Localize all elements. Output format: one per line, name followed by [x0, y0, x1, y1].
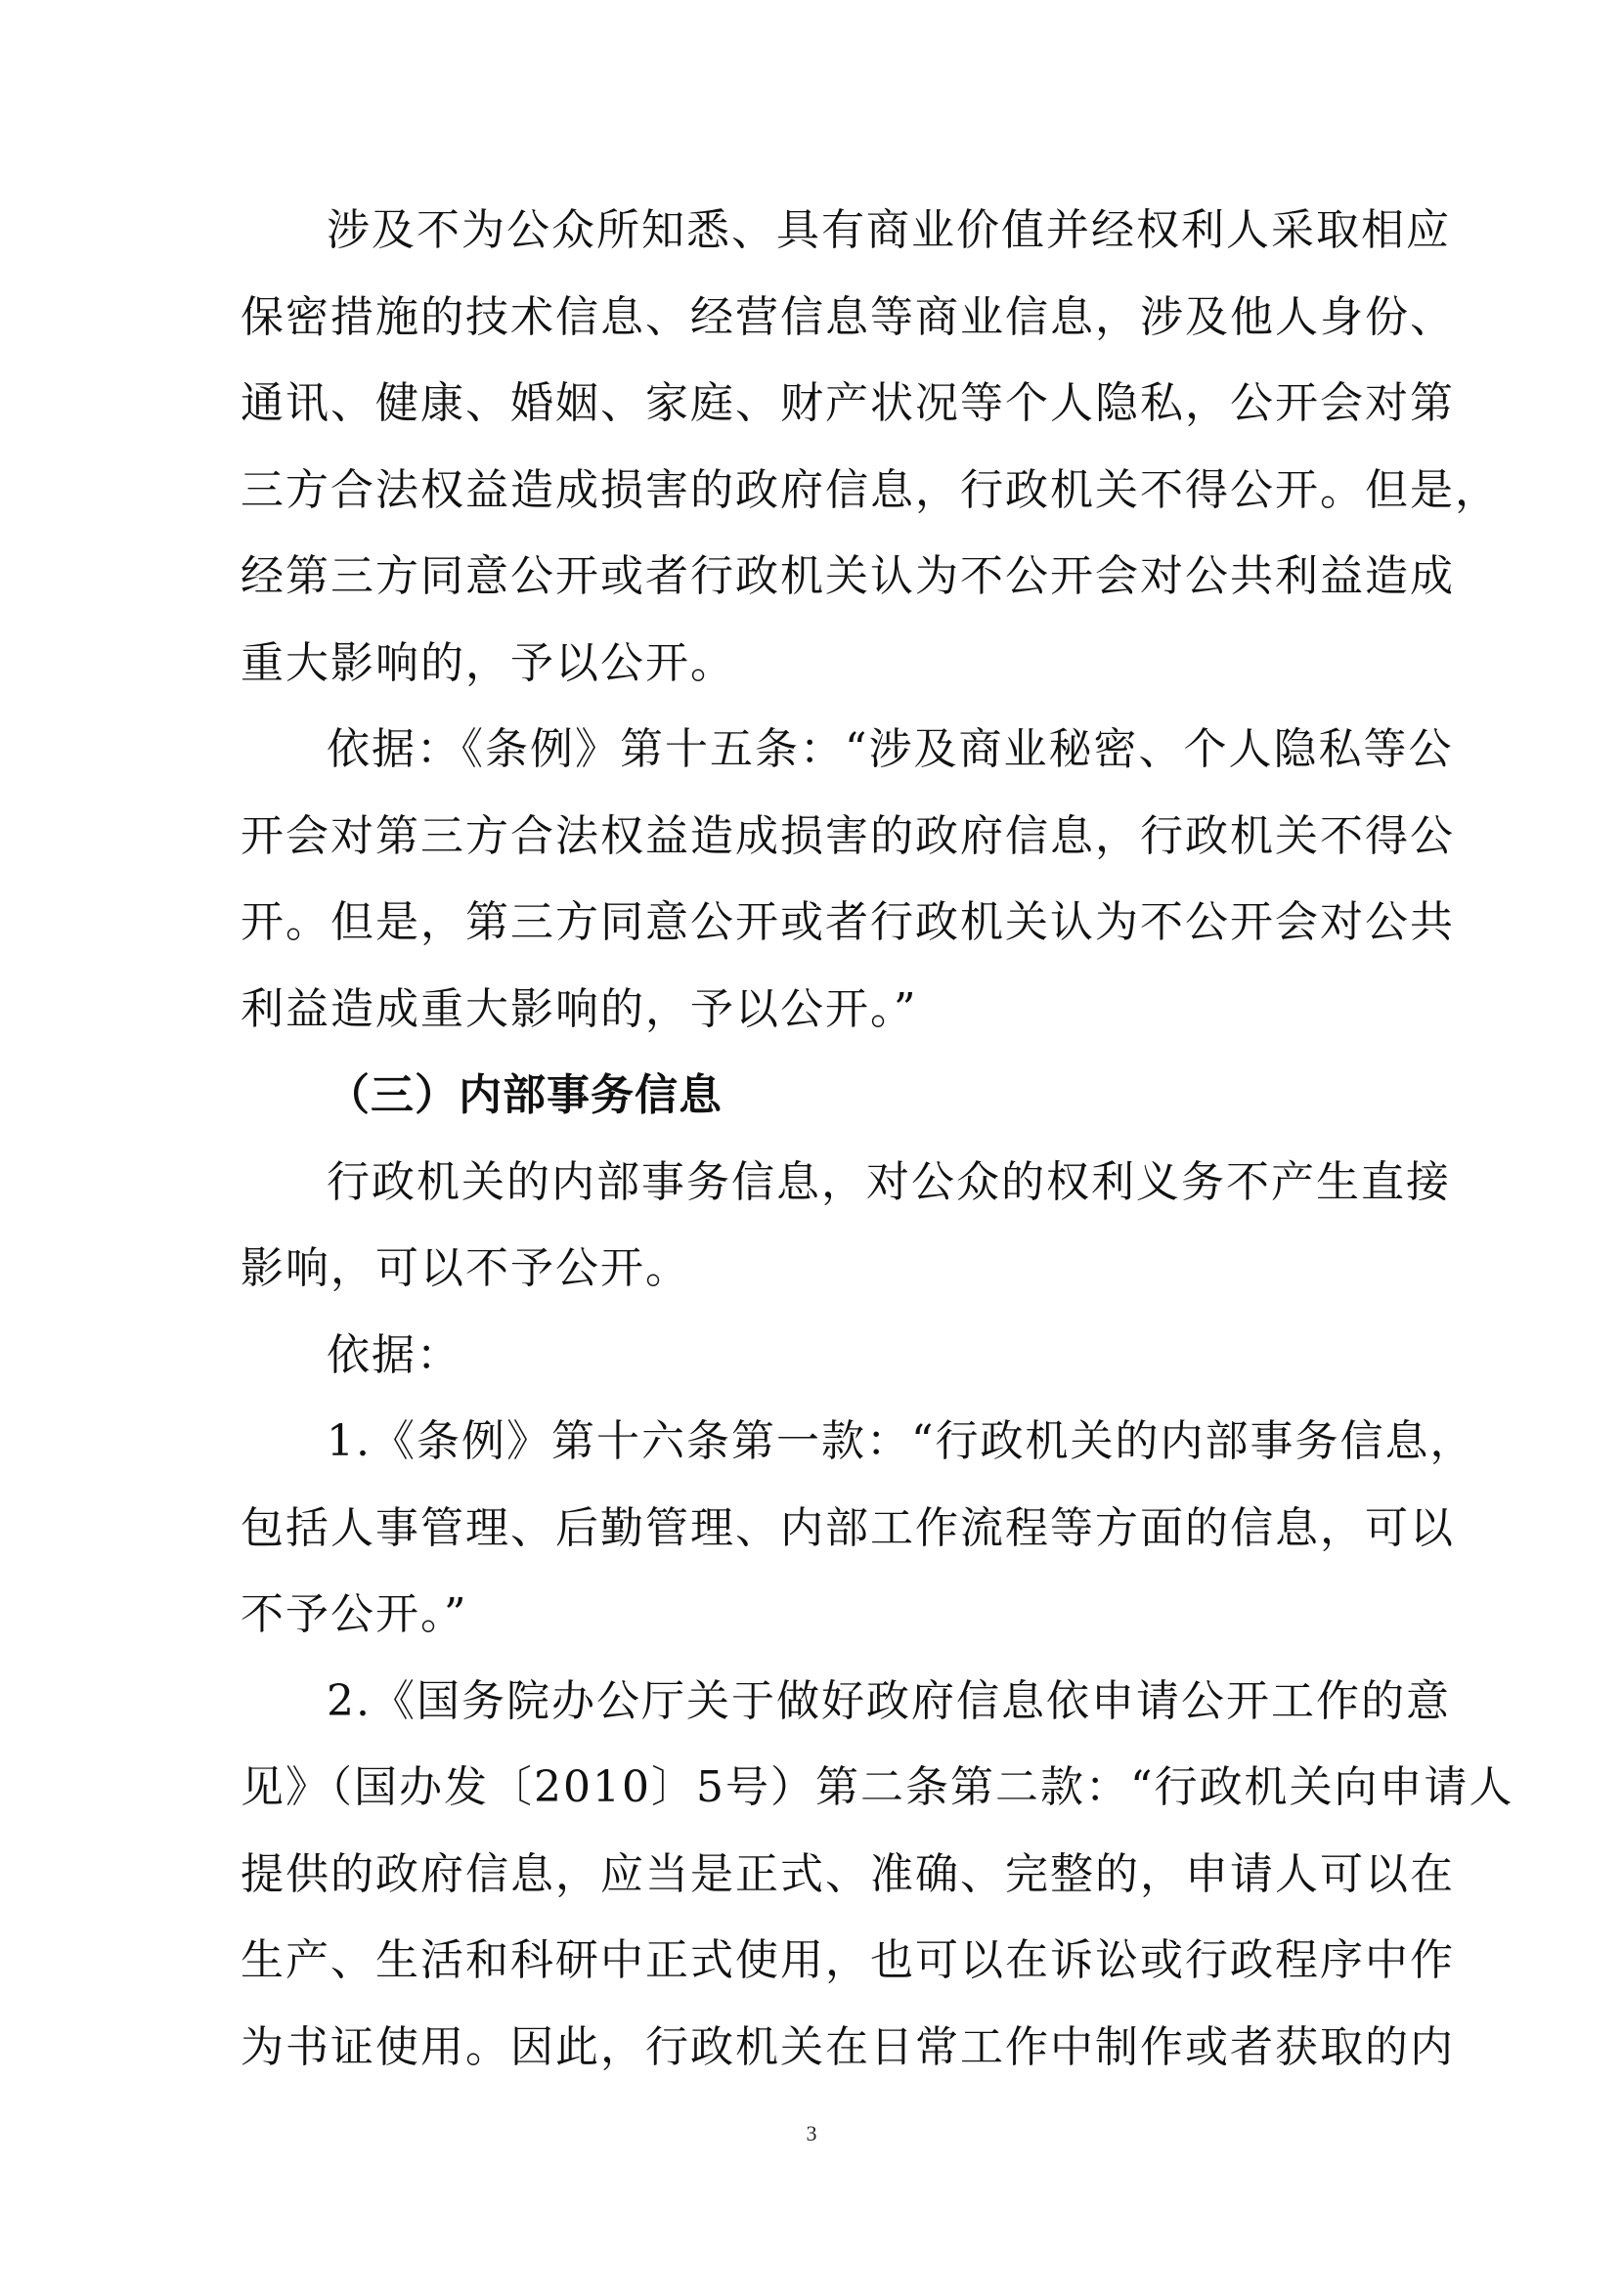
text-line: 三方合法权益造成损害的政府信息，行政机关不得公开。但是，	[241, 464, 1500, 515]
text-line: 不予公开。”	[241, 1589, 468, 1639]
document-body	[241, 205, 1514, 2110]
text-line: 见》（国办发〔2010〕5号）第二条第二款：“行政机关向申请人	[241, 1762, 1514, 1812]
text-line: 1.《条例》第十六条第一款：“行政机关的内部事务信息，	[327, 1416, 1475, 1466]
text-line: 保密措施的技术信息、经营信息等商业信息，涉及他人身份、	[241, 291, 1455, 342]
text-line: 开会对第三方合法权益造成损害的政府信息，行政机关不得公	[241, 810, 1455, 861]
text-line: 经第三方同意公开或者行政机关认为不公开会对公共利益造成	[241, 551, 1455, 601]
text-line: 依据：	[327, 1329, 461, 1380]
text-line: 行政机关的内部事务信息，对公众的权利义务不产生直接	[327, 1156, 1451, 1207]
text-line: 生产、生活和科研中正式使用，也可以在诉讼或行政程序中作	[241, 1935, 1455, 1985]
text-line: 重大影响的，予以公开。	[241, 637, 735, 688]
text-line: 涉及不为公众所知悉、具有商业价值并经权利人采取相应	[327, 205, 1451, 255]
text-line: 包括人事管理、后勤管理、内部工作流程等方面的信息，可以	[241, 1502, 1455, 1553]
section-heading: （三）内部事务信息	[327, 1070, 723, 1120]
text-line: 2.《国务院办公厅关于做好政府信息依申请公开工作的意	[327, 1675, 1451, 1726]
text-line: 开。但是，第三方同意公开或者行政机关认为不公开会对公共	[241, 897, 1455, 947]
text-line: 提供的政府信息，应当是正式、准确、完整的，申请人可以在	[241, 1848, 1455, 1899]
text-line: 依据：《条例》第十五条：“涉及商业秘密、个人隐私等公	[327, 724, 1454, 774]
page-number: 3	[806, 2121, 817, 2145]
text-line: 通讯、健康、婚姻、家庭、财产状况等个人隐私，公开会对第	[241, 378, 1455, 428]
text-line: 利益造成重大影响的，予以公开。”	[241, 983, 918, 1034]
text-line: 影响，可以不予公开。	[241, 1243, 690, 1293]
text-line: 为书证使用。因此，行政机关在日常工作中制作或者获取的内	[241, 2021, 1455, 2072]
